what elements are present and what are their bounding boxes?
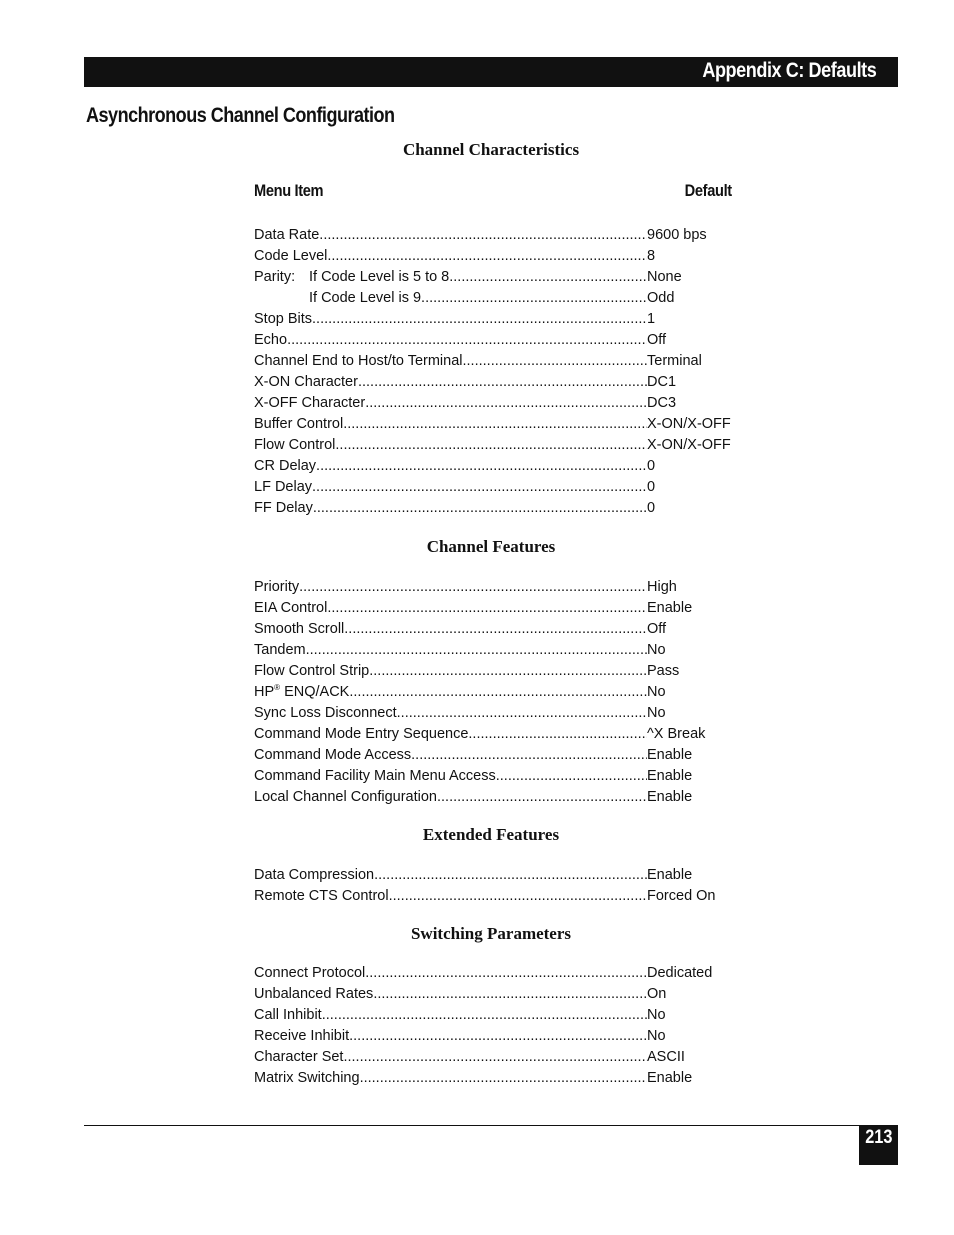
heading-switching-parameters: Switching Parameters [410, 924, 572, 943]
list-item: Connect Protocol ..... Dedicated [254, 963, 754, 984]
list-item: Code Level ..... 8 [254, 246, 754, 267]
list-item: Unbalanced Rates ..... On [254, 984, 754, 1005]
list-item: Character Set ..... ASCII [254, 1047, 754, 1068]
list-item: X-OFF Character ..... DC3 [254, 393, 754, 414]
list-item: Echo ..... Off [254, 330, 754, 351]
column-header-default: Default [684, 181, 732, 200]
list-item: Matrix Switching ..... Enable [254, 1068, 754, 1089]
list-item: Buffer Control ..... X-ON/X-OFF [254, 414, 754, 435]
heading-extended-features: Extended Features [422, 825, 560, 844]
list-item: CR Delay ..... 0 [254, 456, 754, 477]
list-item: Priority ..... High [254, 577, 754, 598]
header-bar [84, 57, 898, 87]
heading-channel-features: Channel Features [426, 537, 556, 556]
section-title: Asynchronous Channel Configuration [86, 104, 395, 127]
list-item: EIA Control ..... Enable [254, 598, 754, 619]
list-item: Command Mode Access ..... Enable [254, 745, 754, 766]
list-item: Remote CTS Control ..... Forced On [254, 886, 754, 907]
page-number: 213 [864, 1127, 893, 1148]
registered-mark: ® [274, 683, 281, 693]
list-item: Flow Control Strip ..... Pass [254, 661, 754, 682]
list-item: Command Mode Entry Sequence ..... ^X Break [254, 724, 754, 745]
list-item: Command Facility Main Menu Access ..... Enable [254, 766, 754, 787]
list-item: Data Compression ..... Enable [254, 865, 754, 886]
list-item: Tandem ..... No [254, 640, 754, 661]
list-item: FF Delay ..... 0 [254, 498, 754, 519]
list-item: Parity: If Code Level is 5 to 8 ..... None [254, 267, 754, 288]
list-item: Flow Control ..... X-ON/X-OFF [254, 435, 754, 456]
column-header-menu-item: Menu Item [254, 181, 324, 200]
list-item: HP® ENQ/ACK ..... No [254, 682, 754, 703]
list-item: Receive Inhibit ..... No [254, 1026, 754, 1047]
list-item: X-ON Character ..... DC1 [254, 372, 754, 393]
list-item: Stop Bits ..... 1 [254, 309, 754, 330]
list-item: Channel End to Host/to Terminal ..... Terminal [254, 351, 754, 372]
characteristics-list [254, 225, 754, 519]
header-title: Appendix C: Defaults [701, 59, 876, 82]
features-list [254, 577, 754, 808]
list-item: Sync Loss Disconnect ..... No [254, 703, 754, 724]
switching-list [254, 963, 754, 1089]
list-item: If Code Level is 9 ..... Odd [254, 288, 754, 309]
list-item: Smooth Scroll ..... Off [254, 619, 754, 640]
list-item: LF Delay ..... 0 [254, 477, 754, 498]
page-number-box [859, 1125, 898, 1165]
list-item: Call Inhibit ..... No [254, 1005, 754, 1026]
extended-list [254, 865, 754, 907]
footer-rule [84, 1125, 898, 1126]
heading-channel-characteristics: Channel Characteristics [402, 140, 580, 159]
list-item: Data Rate ..... 9600 bps [254, 225, 754, 246]
list-item: Local Channel Configuration ..... Enable [254, 787, 754, 808]
